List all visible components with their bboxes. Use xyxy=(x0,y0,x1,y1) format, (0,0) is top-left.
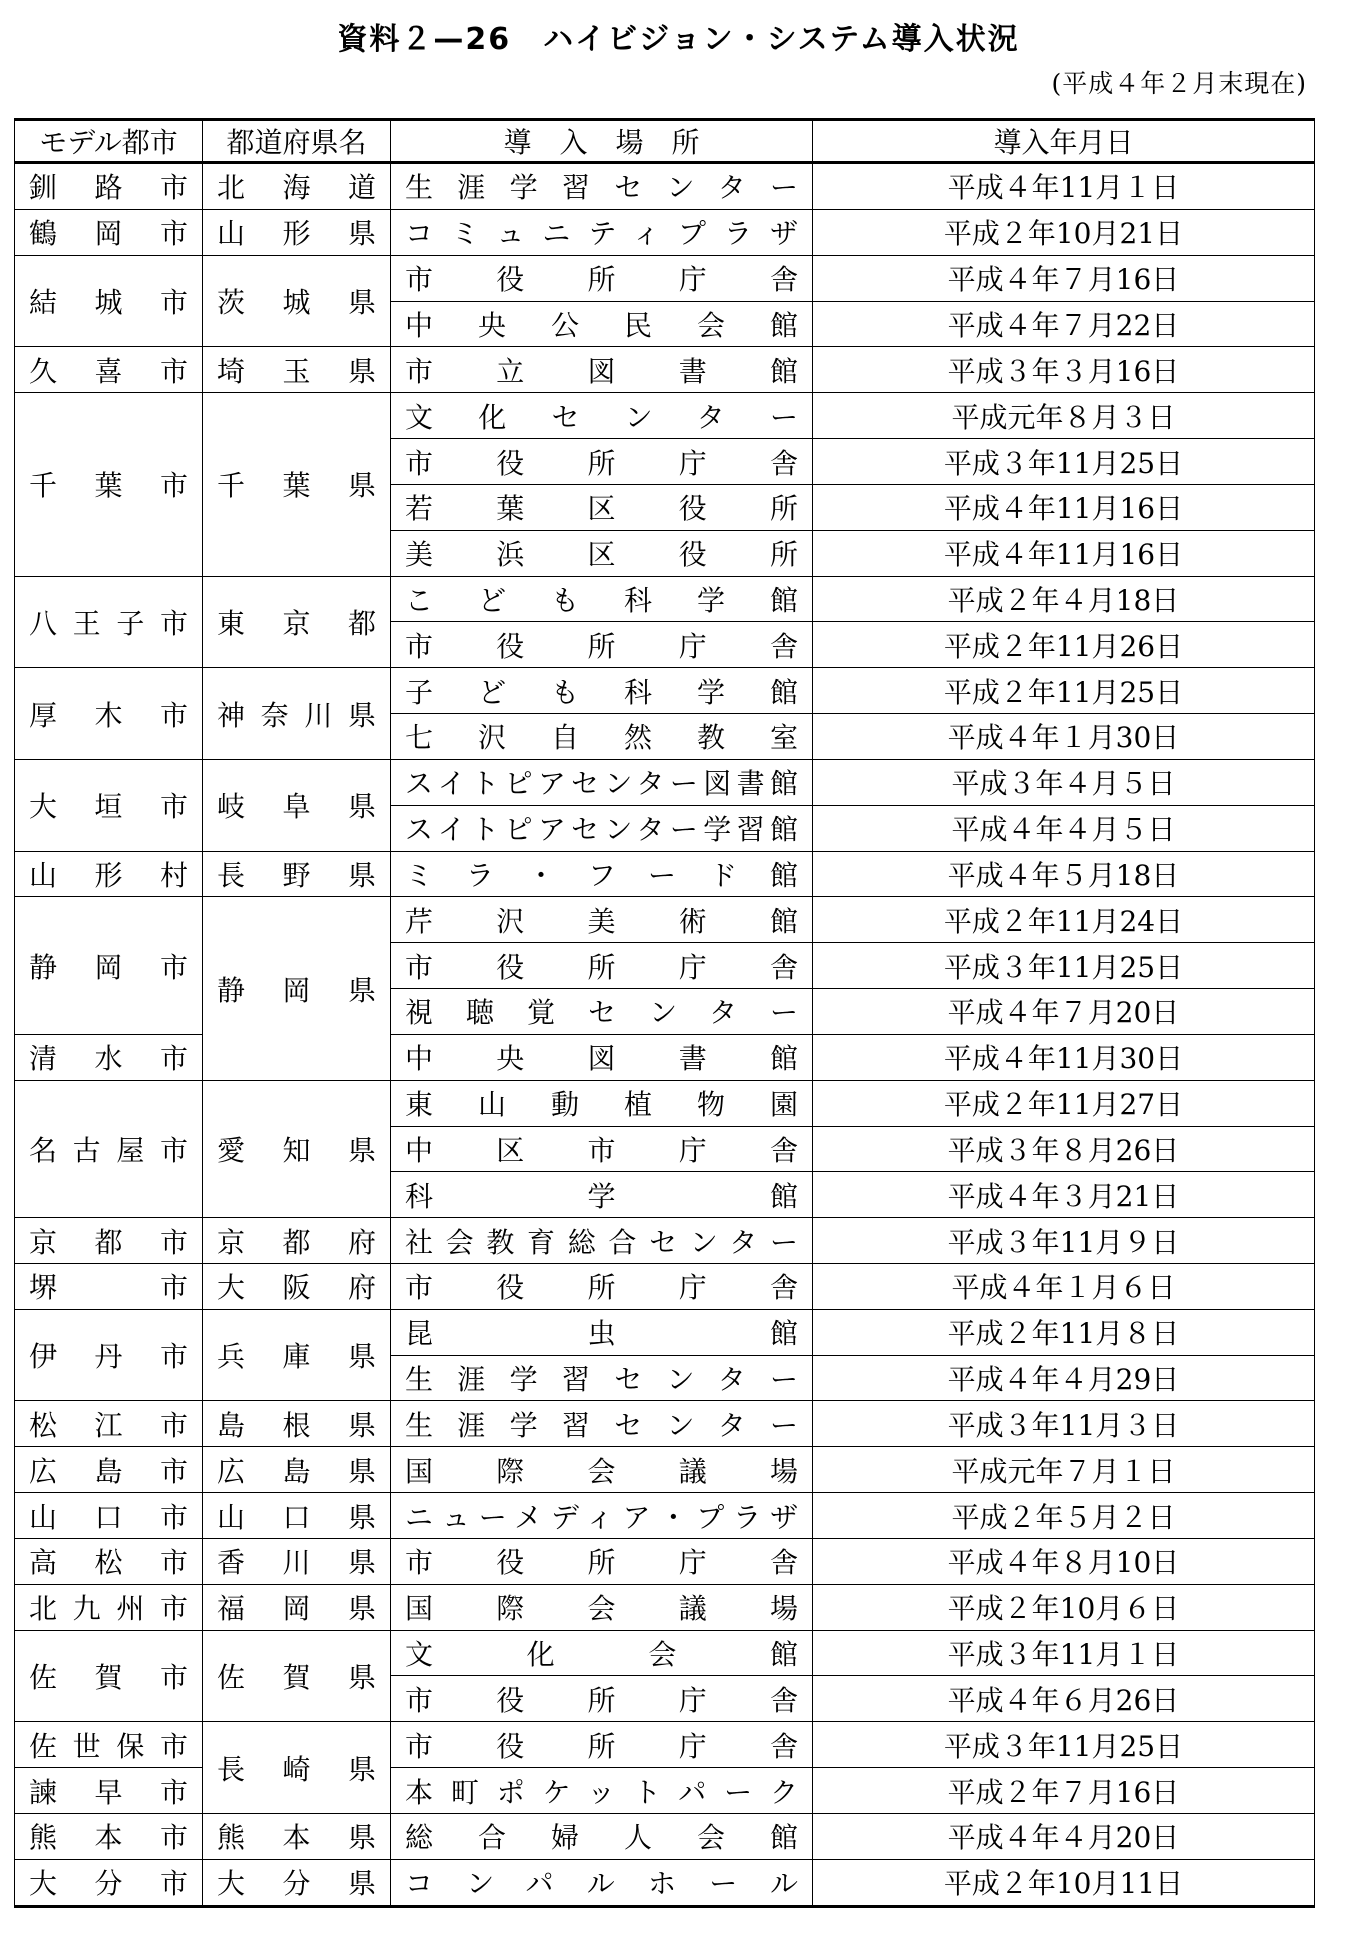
date-cell: 平成４年４月20日 xyxy=(813,1813,1315,1859)
location-cell: 美浜区役所 xyxy=(391,530,813,576)
date-cell: 平成２年７月16日 xyxy=(813,1768,1315,1814)
prefecture-cell: 京 都 府 xyxy=(203,1218,391,1264)
prefecture-cell: 東 京 都 xyxy=(203,576,391,668)
location-cell: 市立図書館 xyxy=(391,347,813,393)
date-cell: 平成２年10月21日 xyxy=(813,209,1315,255)
location-cell: 本町ポケットパーク xyxy=(391,1768,813,1814)
prefecture-cell: 北 海 道 xyxy=(203,163,391,210)
table-row xyxy=(15,1264,1315,1310)
city-cell: 京 都 市 xyxy=(15,1218,203,1264)
table-row xyxy=(15,759,1315,805)
location-cell: 生涯学習センター xyxy=(391,163,813,210)
date-cell: 平成２年５月２日 xyxy=(813,1493,1315,1539)
as-of-date: (平成４年２月末現在) xyxy=(1051,69,1307,98)
prefecture-cell: 茨 城 県 xyxy=(203,255,391,347)
location-cell: ミラ・フード館 xyxy=(391,851,813,897)
table-row xyxy=(15,1447,1315,1493)
date-cell: 平成３年11月１日 xyxy=(813,1630,1315,1676)
location-cell: 視聴覚センター xyxy=(391,989,813,1035)
prefecture-cell: 岐 阜 県 xyxy=(203,759,391,851)
date-cell: 平成２年10月11日 xyxy=(813,1859,1315,1906)
city-cell: 高 松 市 xyxy=(15,1538,203,1584)
prefecture-cell: 静 岡 県 xyxy=(203,897,391,1080)
table-row xyxy=(15,393,1315,439)
location-cell: 市役所庁舎 xyxy=(391,1264,813,1310)
date-cell: 平成３年11月３日 xyxy=(813,1401,1315,1447)
location-cell: 芹沢美術館 xyxy=(391,897,813,943)
city-cell: 清 水 市 xyxy=(15,1034,203,1080)
city-cell: 堺 市 xyxy=(15,1264,203,1310)
prefecture-cell: 熊 本 県 xyxy=(203,1813,391,1859)
date-cell: 平成２年11月25日 xyxy=(813,668,1315,714)
date-cell: 平成元年８月３日 xyxy=(813,393,1315,439)
table-row xyxy=(15,1493,1315,1539)
location-cell: こども科学館 xyxy=(391,576,813,622)
hivision-table xyxy=(14,118,1315,1908)
location-cell: 市役所庁舎 xyxy=(391,255,813,301)
date-cell: 平成３年11月25日 xyxy=(813,943,1315,989)
location-cell: 市役所庁舎 xyxy=(391,1676,813,1722)
location-cell: 市役所庁舎 xyxy=(391,622,813,668)
date-cell: 平成４年７月22日 xyxy=(813,301,1315,347)
prefecture-cell: 香 川 県 xyxy=(203,1538,391,1584)
header-row xyxy=(15,120,1315,163)
prefecture-cell: 長 崎 県 xyxy=(203,1722,391,1814)
date-cell: 平成４年11月16日 xyxy=(813,484,1315,530)
location-cell: ニューメディア・プラザ xyxy=(391,1493,813,1539)
date-cell: 平成３年４月５日 xyxy=(813,759,1315,805)
prefecture-cell: 山 形 県 xyxy=(203,209,391,255)
prefecture-cell: 埼 玉 県 xyxy=(203,347,391,393)
date-cell: 平成４年11月１日 xyxy=(813,163,1315,210)
table-row xyxy=(15,1401,1315,1447)
location-cell: 若葉区役所 xyxy=(391,484,813,530)
location-cell: 生涯学習センター xyxy=(391,1401,813,1447)
location-cell: 国際会議場 xyxy=(391,1447,813,1493)
prefecture-cell: 島 根 県 xyxy=(203,1401,391,1447)
location-cell: 中央図書館 xyxy=(391,1034,813,1080)
table-row xyxy=(15,163,1315,210)
city-cell: 千 葉 市 xyxy=(15,393,203,576)
location-cell: 科学館 xyxy=(391,1172,813,1218)
table-row xyxy=(15,668,1315,714)
table-row xyxy=(15,1218,1315,1264)
city-cell: 佐 賀 市 xyxy=(15,1630,203,1722)
table-row xyxy=(15,255,1315,301)
date-cell: 平成２年11月24日 xyxy=(813,897,1315,943)
location-cell: 生涯学習センター xyxy=(391,1355,813,1401)
table-row xyxy=(15,1538,1315,1584)
city-cell: 八王子市 xyxy=(15,576,203,668)
date-cell: 平成４年６月26日 xyxy=(813,1676,1315,1722)
date-cell: 平成元年７月１日 xyxy=(813,1447,1315,1493)
city-cell: 北九州市 xyxy=(15,1584,203,1630)
date-cell: 平成２年４月18日 xyxy=(813,576,1315,622)
city-cell: 伊 丹 市 xyxy=(15,1309,203,1401)
prefecture-cell: 大 阪 府 xyxy=(203,1264,391,1310)
location-cell: 文化会館 xyxy=(391,1630,813,1676)
date-cell: 平成４年４月５日 xyxy=(813,805,1315,851)
table-row xyxy=(15,209,1315,255)
city-cell: 松 江 市 xyxy=(15,1401,203,1447)
table-row xyxy=(15,897,1315,943)
table-row xyxy=(15,1080,1315,1126)
location-cell: 市役所庁舎 xyxy=(391,1538,813,1584)
date-cell: 平成３年８月26日 xyxy=(813,1126,1315,1172)
date-cell: 平成３年３月16日 xyxy=(813,347,1315,393)
date-cell: 平成４年３月21日 xyxy=(813,1172,1315,1218)
location-cell: 子ども科学館 xyxy=(391,668,813,714)
date-cell: 平成４年７月16日 xyxy=(813,255,1315,301)
location-cell: スイトピアセンター学習館 xyxy=(391,805,813,851)
location-cell: 中央公民会館 xyxy=(391,301,813,347)
city-cell: 名古屋市 xyxy=(15,1080,203,1217)
location-cell: 昆虫館 xyxy=(391,1309,813,1355)
city-cell: 広 島 市 xyxy=(15,1447,203,1493)
city-cell: 大 分 市 xyxy=(15,1859,203,1906)
location-cell: コンパルホール xyxy=(391,1859,813,1906)
city-cell: 結 城 市 xyxy=(15,255,203,347)
city-cell: 佐世保市 xyxy=(15,1722,203,1768)
location-cell: 総合婦人会館 xyxy=(391,1813,813,1859)
prefecture-cell: 佐 賀 県 xyxy=(203,1630,391,1722)
city-cell: 厚 木 市 xyxy=(15,668,203,760)
date-cell: 平成２年11月27日 xyxy=(813,1080,1315,1126)
city-cell: 山 口 市 xyxy=(15,1493,203,1539)
location-cell: 七沢自然教室 xyxy=(391,714,813,760)
date-cell: 平成４年７月20日 xyxy=(813,989,1315,1035)
city-cell: 諫 早 市 xyxy=(15,1768,203,1814)
location-cell: 市役所庁舎 xyxy=(391,1722,813,1768)
date-cell: 平成２年11月８日 xyxy=(813,1309,1315,1355)
table-row xyxy=(15,347,1315,393)
header-prefecture: 都道府県名 xyxy=(203,120,391,163)
city-cell: 大 垣 市 xyxy=(15,759,203,851)
location-cell: コミュニティプラザ xyxy=(391,209,813,255)
prefecture-cell: 山 口 県 xyxy=(203,1493,391,1539)
date-cell: 平成３年11月25日 xyxy=(813,439,1315,485)
page-title: 資料２—26 ハイビジョン・システム導入状況 xyxy=(337,22,1020,57)
table-row xyxy=(15,1584,1315,1630)
table-row xyxy=(15,1630,1315,1676)
date-cell: 平成３年11月９日 xyxy=(813,1218,1315,1264)
date-cell: 平成４年11月16日 xyxy=(813,530,1315,576)
prefecture-cell: 愛 知 県 xyxy=(203,1080,391,1217)
prefecture-cell: 千 葉 県 xyxy=(203,393,391,576)
prefecture-cell: 兵 庫 県 xyxy=(203,1309,391,1401)
date-cell: 平成４年５月18日 xyxy=(813,851,1315,897)
prefecture-cell: 広 島 県 xyxy=(203,1447,391,1493)
location-cell: 文化センター xyxy=(391,393,813,439)
city-cell: 久 喜 市 xyxy=(15,347,203,393)
date-cell: 平成３年11月25日 xyxy=(813,1722,1315,1768)
date-cell: 平成４年８月10日 xyxy=(813,1538,1315,1584)
header-date: 導入年月日 xyxy=(813,120,1315,163)
prefecture-cell: 長 野 県 xyxy=(203,851,391,897)
date-cell: 平成２年11月26日 xyxy=(813,622,1315,668)
location-cell: 市役所庁舎 xyxy=(391,439,813,485)
date-cell: 平成４年１月６日 xyxy=(813,1264,1315,1310)
location-cell: 社会教育総合センター xyxy=(391,1218,813,1264)
header-location: 導 入 場 所 xyxy=(391,120,813,163)
location-cell: 国際会議場 xyxy=(391,1584,813,1630)
city-cell: 熊 本 市 xyxy=(15,1813,203,1859)
city-cell: 静 岡 市 xyxy=(15,897,203,1034)
table-row xyxy=(15,1722,1315,1768)
table-row xyxy=(15,851,1315,897)
date-cell: 平成４年11月30日 xyxy=(813,1034,1315,1080)
table-row xyxy=(15,1309,1315,1355)
prefecture-cell: 大 分 県 xyxy=(203,1859,391,1906)
prefecture-cell: 福 岡 県 xyxy=(203,1584,391,1630)
city-cell: 鶴 岡 市 xyxy=(15,209,203,255)
city-cell: 釧 路 市 xyxy=(15,163,203,210)
date-cell: 平成４年１月30日 xyxy=(813,714,1315,760)
date-cell: 平成４年４月29日 xyxy=(813,1355,1315,1401)
table-row xyxy=(15,1859,1315,1906)
prefecture-cell: 神奈川県 xyxy=(203,668,391,760)
location-cell: スイトピアセンター図書館 xyxy=(391,759,813,805)
location-cell: 中区市庁舎 xyxy=(391,1126,813,1172)
location-cell: 市役所庁舎 xyxy=(391,943,813,989)
table-row xyxy=(15,1813,1315,1859)
city-cell: 山 形 村 xyxy=(15,851,203,897)
table-row xyxy=(15,576,1315,622)
header-model-city: モデル都市 xyxy=(15,120,203,163)
location-cell: 東山動植物園 xyxy=(391,1080,813,1126)
date-cell: 平成２年10月６日 xyxy=(813,1584,1315,1630)
